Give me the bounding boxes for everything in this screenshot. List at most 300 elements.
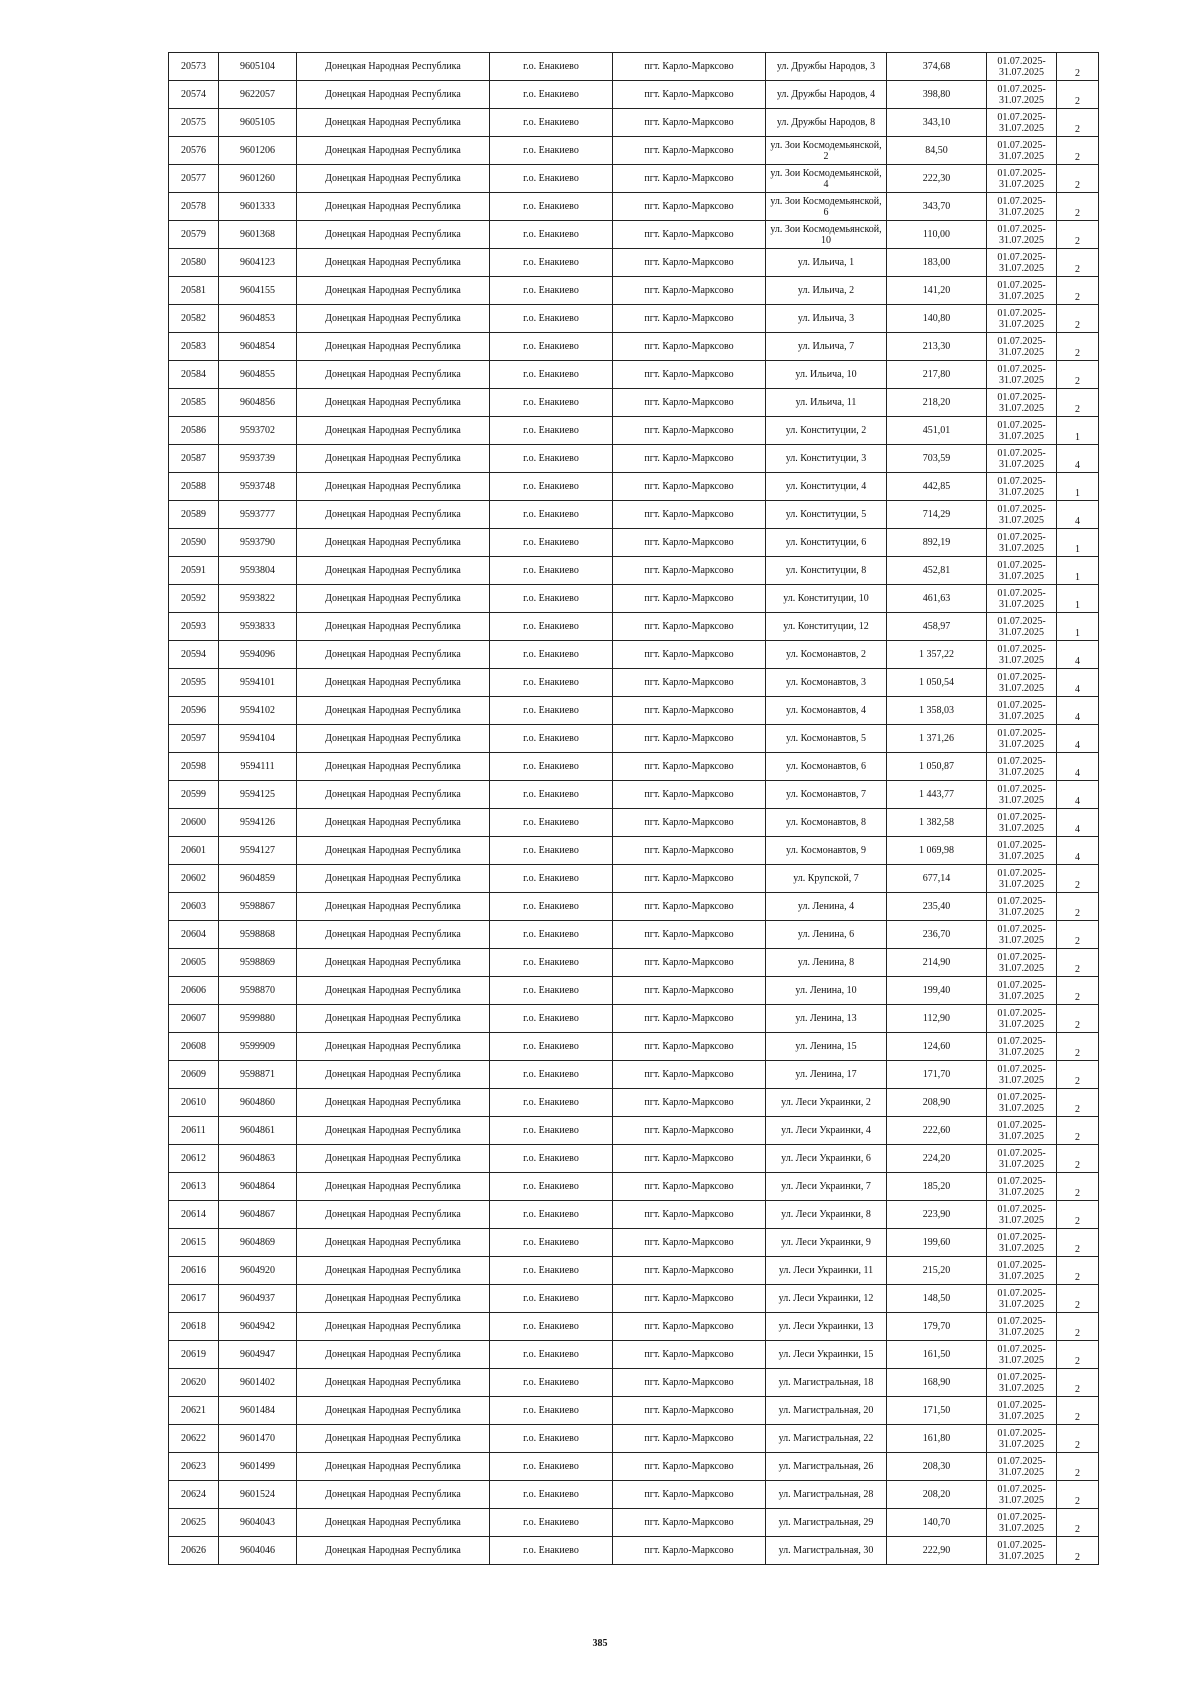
street-address-cell: ул. Ильича, 1 <box>766 249 887 277</box>
period-cell <box>987 1089 1057 1117</box>
settlement-cell: пгт. Карло-Марксово <box>613 1117 766 1145</box>
period-cell <box>987 81 1057 109</box>
period-end: 31.07.2025 <box>999 1354 1044 1366</box>
row-number-cell: 20577 <box>169 165 219 193</box>
settlement-cell: пгт. Карло-Марксово <box>613 753 766 781</box>
area-cell: 140,70 <box>887 1509 987 1537</box>
table-row <box>169 249 1099 277</box>
district-cell: г.о. Енакиево <box>490 585 613 613</box>
area-cell: 1 382,58 <box>887 809 987 837</box>
area-cell: 217,80 <box>887 361 987 389</box>
period-cell <box>987 1509 1057 1537</box>
object-code-cell: 9604920 <box>219 1257 297 1285</box>
table-row <box>169 305 1099 333</box>
settlement-cell: пгт. Карло-Марксово <box>613 641 766 669</box>
count-cell: 4 <box>1057 781 1099 809</box>
object-code-cell: 9601470 <box>219 1425 297 1453</box>
object-code-cell: 9601499 <box>219 1453 297 1481</box>
table-row <box>169 865 1099 893</box>
settlement-cell: пгт. Карло-Марксово <box>613 1229 766 1257</box>
street-address-cell: ул. Леси Украинки, 13 <box>766 1313 887 1341</box>
period-cell <box>987 893 1057 921</box>
district-cell: г.о. Енакиево <box>490 137 613 165</box>
street-address-cell: ул. Леси Украинки, 4 <box>766 1117 887 1145</box>
count-cell: 2 <box>1057 305 1099 333</box>
object-code-cell: 9593822 <box>219 585 297 613</box>
street-address-cell: ул. Леси Украинки, 2 <box>766 1089 887 1117</box>
area-cell: 168,90 <box>887 1369 987 1397</box>
republic-cell: Донецкая Народная Республика <box>297 753 490 781</box>
object-code-cell: 9601484 <box>219 1397 297 1425</box>
period-cell <box>987 305 1057 333</box>
republic-cell: Донецкая Народная Республика <box>297 585 490 613</box>
area-cell: 343,10 <box>887 109 987 137</box>
row-number-cell: 20580 <box>169 249 219 277</box>
district-cell: г.о. Енакиево <box>490 725 613 753</box>
table-row <box>169 417 1099 445</box>
district-cell: г.о. Енакиево <box>490 641 613 669</box>
period-end: 31.07.2025 <box>999 1018 1044 1030</box>
settlement-cell: пгт. Карло-Марксово <box>613 193 766 221</box>
district-cell: г.о. Енакиево <box>490 1089 613 1117</box>
street-address-cell: ул. Космонавтов, 5 <box>766 725 887 753</box>
row-number-cell: 20599 <box>169 781 219 809</box>
period-end: 31.07.2025 <box>999 1130 1044 1142</box>
settlement-cell: пгт. Карло-Марксово <box>613 221 766 249</box>
period-start: 01.07.2025- <box>997 195 1046 207</box>
period-cell <box>987 417 1057 445</box>
district-cell: г.о. Енакиево <box>490 1257 613 1285</box>
settlement-cell: пгт. Карло-Марксово <box>613 949 766 977</box>
count-cell: 2 <box>1057 221 1099 249</box>
object-code-cell: 9593777 <box>219 501 297 529</box>
period-end: 31.07.2025 <box>999 1410 1044 1422</box>
settlement-cell: пгт. Карло-Марксово <box>613 529 766 557</box>
count-cell: 4 <box>1057 641 1099 669</box>
settlement-cell: пгт. Карло-Марксово <box>613 165 766 193</box>
area-cell: 703,59 <box>887 445 987 473</box>
table-row <box>169 697 1099 725</box>
republic-cell: Донецкая Народная Республика <box>297 641 490 669</box>
street-address-cell: ул. Конституции, 10 <box>766 585 887 613</box>
period-end: 31.07.2025 <box>999 542 1044 554</box>
area-cell: 677,14 <box>887 865 987 893</box>
district-cell: г.о. Енакиево <box>490 1033 613 1061</box>
housing-table <box>168 52 1099 1565</box>
area-cell: 199,40 <box>887 977 987 1005</box>
object-code-cell: 9601333 <box>219 193 297 221</box>
settlement-cell: пгт. Карло-Марксово <box>613 1061 766 1089</box>
settlement-cell: пгт. Карло-Марксово <box>613 1369 766 1397</box>
street-address-cell: ул. Космонавтов, 7 <box>766 781 887 809</box>
republic-cell: Донецкая Народная Республика <box>297 977 490 1005</box>
table-row <box>169 1369 1099 1397</box>
period-start: 01.07.2025- <box>997 251 1046 263</box>
district-cell: г.о. Енакиево <box>490 277 613 305</box>
period-end: 31.07.2025 <box>999 934 1044 946</box>
area-cell: 140,80 <box>887 305 987 333</box>
table-row <box>169 361 1099 389</box>
republic-cell: Донецкая Народная Республика <box>297 1257 490 1285</box>
object-code-cell: 9604861 <box>219 1117 297 1145</box>
period-end: 31.07.2025 <box>999 178 1044 190</box>
settlement-cell: пгт. Карло-Марксово <box>613 921 766 949</box>
republic-cell: Донецкая Народная Республика <box>297 445 490 473</box>
table-row <box>169 725 1099 753</box>
table-row <box>169 921 1099 949</box>
republic-cell: Донецкая Народная Республика <box>297 165 490 193</box>
row-number-cell: 20615 <box>169 1229 219 1257</box>
area-cell: 161,50 <box>887 1341 987 1369</box>
object-code-cell: 9593790 <box>219 529 297 557</box>
district-cell: г.о. Енакиево <box>490 669 613 697</box>
period-start: 01.07.2025- <box>997 1483 1046 1495</box>
period-start: 01.07.2025- <box>997 1315 1046 1327</box>
republic-cell: Донецкая Народная Республика <box>297 389 490 417</box>
count-cell: 2 <box>1057 921 1099 949</box>
period-cell <box>987 1173 1057 1201</box>
period-end: 31.07.2025 <box>999 598 1044 610</box>
district-cell: г.о. Енакиево <box>490 1341 613 1369</box>
republic-cell: Донецкая Народная Республика <box>297 473 490 501</box>
period-start: 01.07.2025- <box>997 615 1046 627</box>
district-cell: г.о. Енакиево <box>490 697 613 725</box>
period-end: 31.07.2025 <box>999 262 1044 274</box>
period-cell <box>987 1481 1057 1509</box>
settlement-cell: пгт. Карло-Марксово <box>613 1313 766 1341</box>
street-address-cell: ул. Конституции, 6 <box>766 529 887 557</box>
settlement-cell: пгт. Карло-Марксово <box>613 669 766 697</box>
period-end: 31.07.2025 <box>999 1382 1044 1394</box>
period-start: 01.07.2025- <box>997 587 1046 599</box>
settlement-cell: пгт. Карло-Марксово <box>613 361 766 389</box>
republic-cell: Донецкая Народная Республика <box>297 1453 490 1481</box>
republic-cell: Донецкая Народная Республика <box>297 137 490 165</box>
object-code-cell: 9598870 <box>219 977 297 1005</box>
count-cell: 2 <box>1057 1145 1099 1173</box>
area-cell: 148,50 <box>887 1285 987 1313</box>
object-code-cell: 9601524 <box>219 1481 297 1509</box>
table-row <box>169 1117 1099 1145</box>
count-cell: 2 <box>1057 1033 1099 1061</box>
republic-cell: Донецкая Народная Республика <box>297 277 490 305</box>
row-number-cell: 20582 <box>169 305 219 333</box>
object-code-cell: 9604947 <box>219 1341 297 1369</box>
object-code-cell: 9604123 <box>219 249 297 277</box>
object-code-cell: 9604856 <box>219 389 297 417</box>
object-code-cell: 9599909 <box>219 1033 297 1061</box>
period-start: 01.07.2025- <box>997 1539 1046 1551</box>
table-row <box>169 1453 1099 1481</box>
period-cell <box>987 585 1057 613</box>
period-start: 01.07.2025- <box>997 1259 1046 1271</box>
period-cell <box>987 1369 1057 1397</box>
street-address-cell: ул. Ильича, 7 <box>766 333 887 361</box>
republic-cell: Донецкая Народная Республика <box>297 1145 490 1173</box>
area-cell: 185,20 <box>887 1173 987 1201</box>
period-end: 31.07.2025 <box>999 850 1044 862</box>
period-cell <box>987 781 1057 809</box>
period-cell <box>987 949 1057 977</box>
row-number-cell: 20596 <box>169 697 219 725</box>
row-number-cell: 20579 <box>169 221 219 249</box>
area-cell: 161,80 <box>887 1425 987 1453</box>
period-end: 31.07.2025 <box>999 738 1044 750</box>
count-cell: 1 <box>1057 585 1099 613</box>
count-cell: 4 <box>1057 725 1099 753</box>
object-code-cell: 9593804 <box>219 557 297 585</box>
table-row <box>169 1173 1099 1201</box>
republic-cell: Донецкая Народная Республика <box>297 949 490 977</box>
settlement-cell: пгт. Карло-Марксово <box>613 473 766 501</box>
republic-cell: Донецкая Народная Республика <box>297 1397 490 1425</box>
period-end: 31.07.2025 <box>999 654 1044 666</box>
period-end: 31.07.2025 <box>999 710 1044 722</box>
row-number-cell: 20586 <box>169 417 219 445</box>
period-start: 01.07.2025- <box>997 699 1046 711</box>
street-address-cell: ул. Ленина, 17 <box>766 1061 887 1089</box>
period-start: 01.07.2025- <box>997 559 1046 571</box>
table-row <box>169 81 1099 109</box>
table-row <box>169 53 1099 81</box>
table-row <box>169 473 1099 501</box>
count-cell: 4 <box>1057 445 1099 473</box>
street-address-cell: ул. Леси Украинки, 11 <box>766 1257 887 1285</box>
object-code-cell: 9605104 <box>219 53 297 81</box>
area-cell: 218,20 <box>887 389 987 417</box>
table-row <box>169 1033 1099 1061</box>
republic-cell: Донецкая Народная Республика <box>297 725 490 753</box>
republic-cell: Донецкая Народная Республика <box>297 1173 490 1201</box>
row-number-cell: 20584 <box>169 361 219 389</box>
district-cell: г.о. Енакиево <box>490 501 613 529</box>
row-number-cell: 20609 <box>169 1061 219 1089</box>
period-end: 31.07.2025 <box>999 1074 1044 1086</box>
period-start: 01.07.2025- <box>997 419 1046 431</box>
row-number-cell: 20619 <box>169 1341 219 1369</box>
table-row <box>169 557 1099 585</box>
table-row <box>169 529 1099 557</box>
period-cell <box>987 1537 1057 1565</box>
page-number: 385 <box>592 1638 608 1649</box>
row-number-cell: 20600 <box>169 809 219 837</box>
period-start: 01.07.2025- <box>997 755 1046 767</box>
area-cell: 171,70 <box>887 1061 987 1089</box>
row-number-cell: 20624 <box>169 1481 219 1509</box>
period-end: 31.07.2025 <box>999 374 1044 386</box>
period-start: 01.07.2025- <box>997 1063 1046 1075</box>
row-number-cell: 20578 <box>169 193 219 221</box>
object-code-cell: 9601402 <box>219 1369 297 1397</box>
count-cell: 2 <box>1057 1453 1099 1481</box>
count-cell: 2 <box>1057 1341 1099 1369</box>
street-address-cell: ул. Зои Космодемьянской, 2 <box>766 137 887 165</box>
count-cell: 2 <box>1057 865 1099 893</box>
row-number-cell: 20603 <box>169 893 219 921</box>
street-address-cell: ул. Леси Украинки, 12 <box>766 1285 887 1313</box>
count-cell: 2 <box>1057 1061 1099 1089</box>
row-number-cell: 20616 <box>169 1257 219 1285</box>
area-cell: 223,90 <box>887 1201 987 1229</box>
period-start: 01.07.2025- <box>997 1231 1046 1243</box>
period-cell <box>987 53 1057 81</box>
period-start: 01.07.2025- <box>997 1091 1046 1103</box>
period-end: 31.07.2025 <box>999 1214 1044 1226</box>
object-code-cell: 9594102 <box>219 697 297 725</box>
period-start: 01.07.2025- <box>997 1119 1046 1131</box>
count-cell: 2 <box>1057 249 1099 277</box>
area-cell: 1 050,54 <box>887 669 987 697</box>
object-code-cell: 9598868 <box>219 921 297 949</box>
district-cell: г.о. Енакиево <box>490 949 613 977</box>
street-address-cell: ул. Конституции, 5 <box>766 501 887 529</box>
republic-cell: Донецкая Народная Республика <box>297 1537 490 1565</box>
street-address-cell: ул. Конституции, 2 <box>766 417 887 445</box>
period-start: 01.07.2025- <box>997 111 1046 123</box>
street-address-cell: ул. Ленина, 4 <box>766 893 887 921</box>
street-address-cell: ул. Конституции, 4 <box>766 473 887 501</box>
row-number-cell: 20576 <box>169 137 219 165</box>
period-end: 31.07.2025 <box>999 878 1044 890</box>
area-cell: 213,30 <box>887 333 987 361</box>
period-start: 01.07.2025- <box>997 139 1046 151</box>
period-cell <box>987 109 1057 137</box>
period-end: 31.07.2025 <box>999 570 1044 582</box>
table-row <box>169 277 1099 305</box>
table-row <box>169 949 1099 977</box>
period-end: 31.07.2025 <box>999 290 1044 302</box>
count-cell: 2 <box>1057 193 1099 221</box>
row-number-cell: 20602 <box>169 865 219 893</box>
street-address-cell: ул. Леси Украинки, 6 <box>766 1145 887 1173</box>
object-code-cell: 9605105 <box>219 109 297 137</box>
count-cell: 2 <box>1057 361 1099 389</box>
row-number-cell: 20573 <box>169 53 219 81</box>
street-address-cell: ул. Космонавтов, 6 <box>766 753 887 781</box>
count-cell: 1 <box>1057 613 1099 641</box>
period-end: 31.07.2025 <box>999 458 1044 470</box>
street-address-cell: ул. Магистральная, 28 <box>766 1481 887 1509</box>
object-code-cell: 9594096 <box>219 641 297 669</box>
settlement-cell: пгт. Карло-Марксово <box>613 697 766 725</box>
district-cell: г.о. Енакиево <box>490 613 613 641</box>
count-cell: 1 <box>1057 473 1099 501</box>
district-cell: г.о. Енакиево <box>490 781 613 809</box>
row-number-cell: 20614 <box>169 1201 219 1229</box>
settlement-cell: пгт. Карло-Марксово <box>613 137 766 165</box>
period-start: 01.07.2025- <box>997 1007 1046 1019</box>
republic-cell: Донецкая Народная Республика <box>297 109 490 137</box>
table-row <box>169 1341 1099 1369</box>
object-code-cell: 9604867 <box>219 1201 297 1229</box>
period-end: 31.07.2025 <box>999 1046 1044 1058</box>
object-code-cell: 9594125 <box>219 781 297 809</box>
republic-cell: Донецкая Народная Республика <box>297 193 490 221</box>
period-end: 31.07.2025 <box>999 66 1044 78</box>
area-cell: 442,85 <box>887 473 987 501</box>
period-end: 31.07.2025 <box>999 430 1044 442</box>
row-number-cell: 20597 <box>169 725 219 753</box>
object-code-cell: 9594126 <box>219 809 297 837</box>
period-start: 01.07.2025- <box>997 55 1046 67</box>
district-cell: г.о. Енакиево <box>490 473 613 501</box>
row-number-cell: 20626 <box>169 1537 219 1565</box>
period-end: 31.07.2025 <box>999 1494 1044 1506</box>
period-end: 31.07.2025 <box>999 682 1044 694</box>
street-address-cell: ул. Ильича, 2 <box>766 277 887 305</box>
settlement-cell: пгт. Карло-Марксово <box>613 557 766 585</box>
district-cell: г.о. Енакиево <box>490 1229 613 1257</box>
period-start: 01.07.2025- <box>997 951 1046 963</box>
republic-cell: Донецкая Народная Республика <box>297 1425 490 1453</box>
street-address-cell: ул. Леси Украинки, 8 <box>766 1201 887 1229</box>
period-cell <box>987 921 1057 949</box>
settlement-cell: пгт. Карло-Марксово <box>613 445 766 473</box>
settlement-cell: пгт. Карло-Марксово <box>613 81 766 109</box>
period-cell <box>987 1033 1057 1061</box>
object-code-cell: 9593702 <box>219 417 297 445</box>
republic-cell: Донецкая Народная Республика <box>297 1229 490 1257</box>
table-row <box>169 193 1099 221</box>
table-row <box>169 1145 1099 1173</box>
republic-cell: Донецкая Народная Республика <box>297 613 490 641</box>
row-number-cell: 20606 <box>169 977 219 1005</box>
street-address-cell: ул. Ленина, 13 <box>766 1005 887 1033</box>
area-cell: 398,80 <box>887 81 987 109</box>
table-row <box>169 221 1099 249</box>
table-row <box>169 669 1099 697</box>
object-code-cell: 9604855 <box>219 361 297 389</box>
district-cell: г.о. Енакиево <box>490 1285 613 1313</box>
district-cell: г.о. Енакиево <box>490 837 613 865</box>
object-code-cell: 9604937 <box>219 1285 297 1313</box>
settlement-cell: пгт. Карло-Марксово <box>613 501 766 529</box>
area-cell: 215,20 <box>887 1257 987 1285</box>
count-cell: 1 <box>1057 417 1099 445</box>
count-cell: 2 <box>1057 165 1099 193</box>
republic-cell: Донецкая Народная Республика <box>297 333 490 361</box>
settlement-cell: пгт. Карло-Марксово <box>613 417 766 445</box>
republic-cell: Донецкая Народная Республика <box>297 361 490 389</box>
row-number-cell: 20605 <box>169 949 219 977</box>
period-end: 31.07.2025 <box>999 318 1044 330</box>
street-address-cell: ул. Магистральная, 22 <box>766 1425 887 1453</box>
period-cell <box>987 613 1057 641</box>
count-cell: 2 <box>1057 1229 1099 1257</box>
table-row <box>169 641 1099 669</box>
row-number-cell: 20595 <box>169 669 219 697</box>
period-end: 31.07.2025 <box>999 962 1044 974</box>
period-cell <box>987 809 1057 837</box>
period-start: 01.07.2025- <box>997 643 1046 655</box>
row-number-cell: 20607 <box>169 1005 219 1033</box>
period-end: 31.07.2025 <box>999 1242 1044 1254</box>
object-code-cell: 9598869 <box>219 949 297 977</box>
period-cell <box>987 1285 1057 1313</box>
table-row <box>169 333 1099 361</box>
period-cell <box>987 977 1057 1005</box>
settlement-cell: пгт. Карло-Марксово <box>613 809 766 837</box>
count-cell: 2 <box>1057 1509 1099 1537</box>
republic-cell: Донецкая Народная Республика <box>297 1061 490 1089</box>
table-row <box>169 137 1099 165</box>
table-row <box>169 501 1099 529</box>
object-code-cell: 9598867 <box>219 893 297 921</box>
period-cell <box>987 445 1057 473</box>
row-number-cell: 20583 <box>169 333 219 361</box>
object-code-cell: 9598871 <box>219 1061 297 1089</box>
count-cell: 2 <box>1057 1201 1099 1229</box>
